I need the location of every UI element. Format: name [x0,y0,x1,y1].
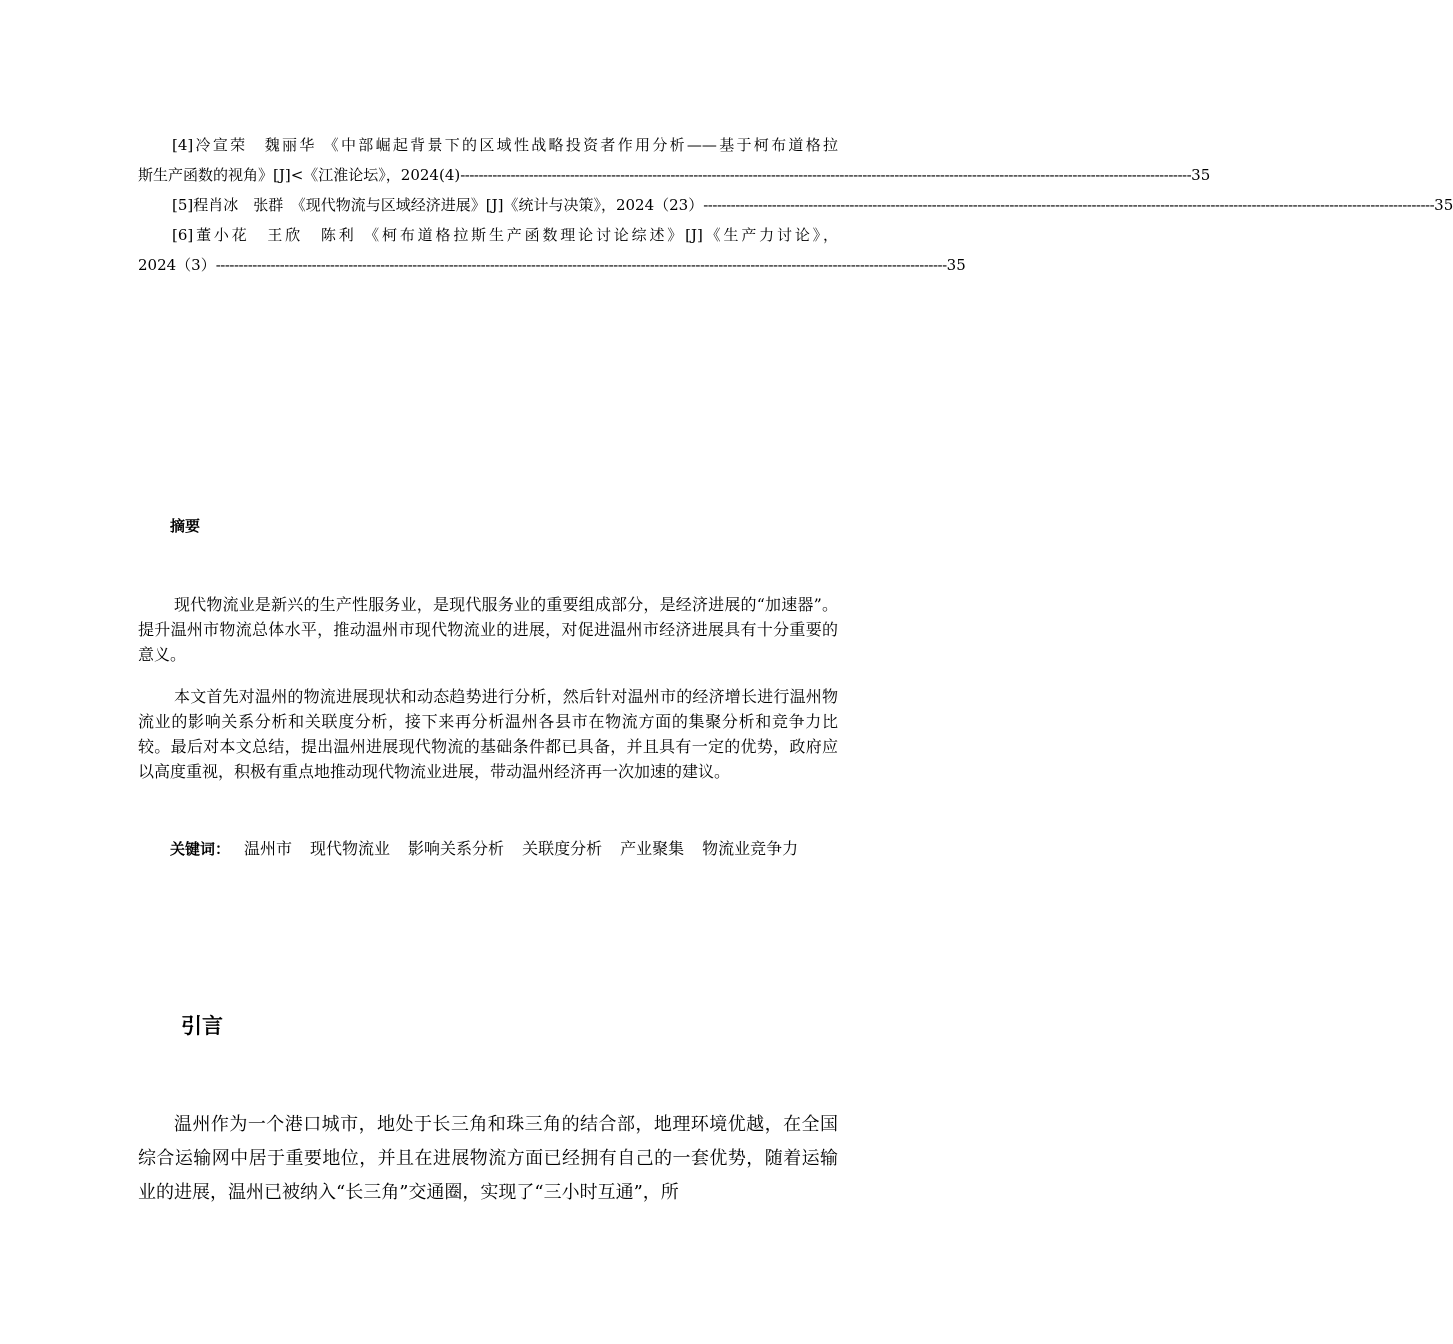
reference-6-line-2 [138,250,966,280]
introduction-body [138,1108,838,1210]
reference-6-text: 2024（3） [138,256,216,274]
reference-4-line-1: [4]冷宣荣 魏丽华 《中部崛起背景下的区域性战略投资者作用分析——基于柯布道格拉 [172,136,838,154]
keyword: 产业聚集 [620,839,685,858]
reference-4-page: 35 [1191,166,1211,184]
abstract-paragraph-2: 本文首先对温州的物流进展现状和动态趋势进行分析，然后针对温州市的经济增长进行温州物流业的影响关系分析和关联度分析，接下来再分析温州各县市在物流方面的集聚分析和竞争力比较。最后对本文总结，提出温州进展现代物流的基础条件都已具备，并且具有一定的优势，政府应以高度重视，积极有重点地推动现代物流业进展，带动温州经济再一次加速的建议。 [138,687,838,781]
reference-5-line-1 [138,190,1453,220]
reference-4-text: 斯生产函数的视角》[J]<《江淮论坛》，2024(4) [138,166,461,184]
keywords-line [138,836,838,862]
keyword: 关联度分析 [522,839,603,858]
reference-list [138,130,1453,280]
reference-4-line-2 [138,160,1211,190]
abstract-paragraph-1: 现代物流业是新兴的生产性服务业，是现代服务业的重要组成部分，是经济进展的“加速器”。提升温州市物流总体水平，推动温州市现代物流业的进展，对促进温州市经济进展具有十分重要的意义。 [138,595,838,664]
leader-dots: ---------------------------------------------------------------------------------------------------------------------------------------------------------------- [215,256,947,274]
abstract-heading: 摘要 [170,517,201,535]
keyword: 温州市 [244,839,293,858]
keyword: 影响关系分析 [408,839,505,858]
reference-5-page: 35 [1434,196,1453,214]
reference-5-text: [5]程肖冰 张群 《现代物流与区域经济进展》[J]《统计与决策》，2024（23） [172,196,704,214]
keywords-label: 关键词： [170,840,231,858]
leader-dots: ---------------------------------------------------------------------------------------------------------------------------------------------------------------- [460,166,1192,184]
abstract-body [138,592,838,801]
keyword: 物流业竞争力 [702,839,799,858]
introduction-heading: 引言 [181,1014,223,1038]
reference-6-page: 35 [946,256,966,274]
leader-dots: ---------------------------------------------------------------------------------------------------------------------------------------------------------------- [703,196,1435,214]
reference-6-line-1: [6]董小花 王欣 陈利 《柯布道格拉斯生产函数理论讨论综述》[J]《生产力讨论》， [172,226,838,244]
introduction-paragraph: 温州作为一个港口城市，地处于长三角和珠三角的结合部，地理环境优越，在全国综合运输网中居于重要地位，并且在进展物流方面已经拥有自己的一套优势，随着运输业的进展，温州已被纳入“长三角”交通圈，实现了“三小时互通”，所 [138,1114,838,1203]
keyword: 现代物流业 [310,839,391,858]
